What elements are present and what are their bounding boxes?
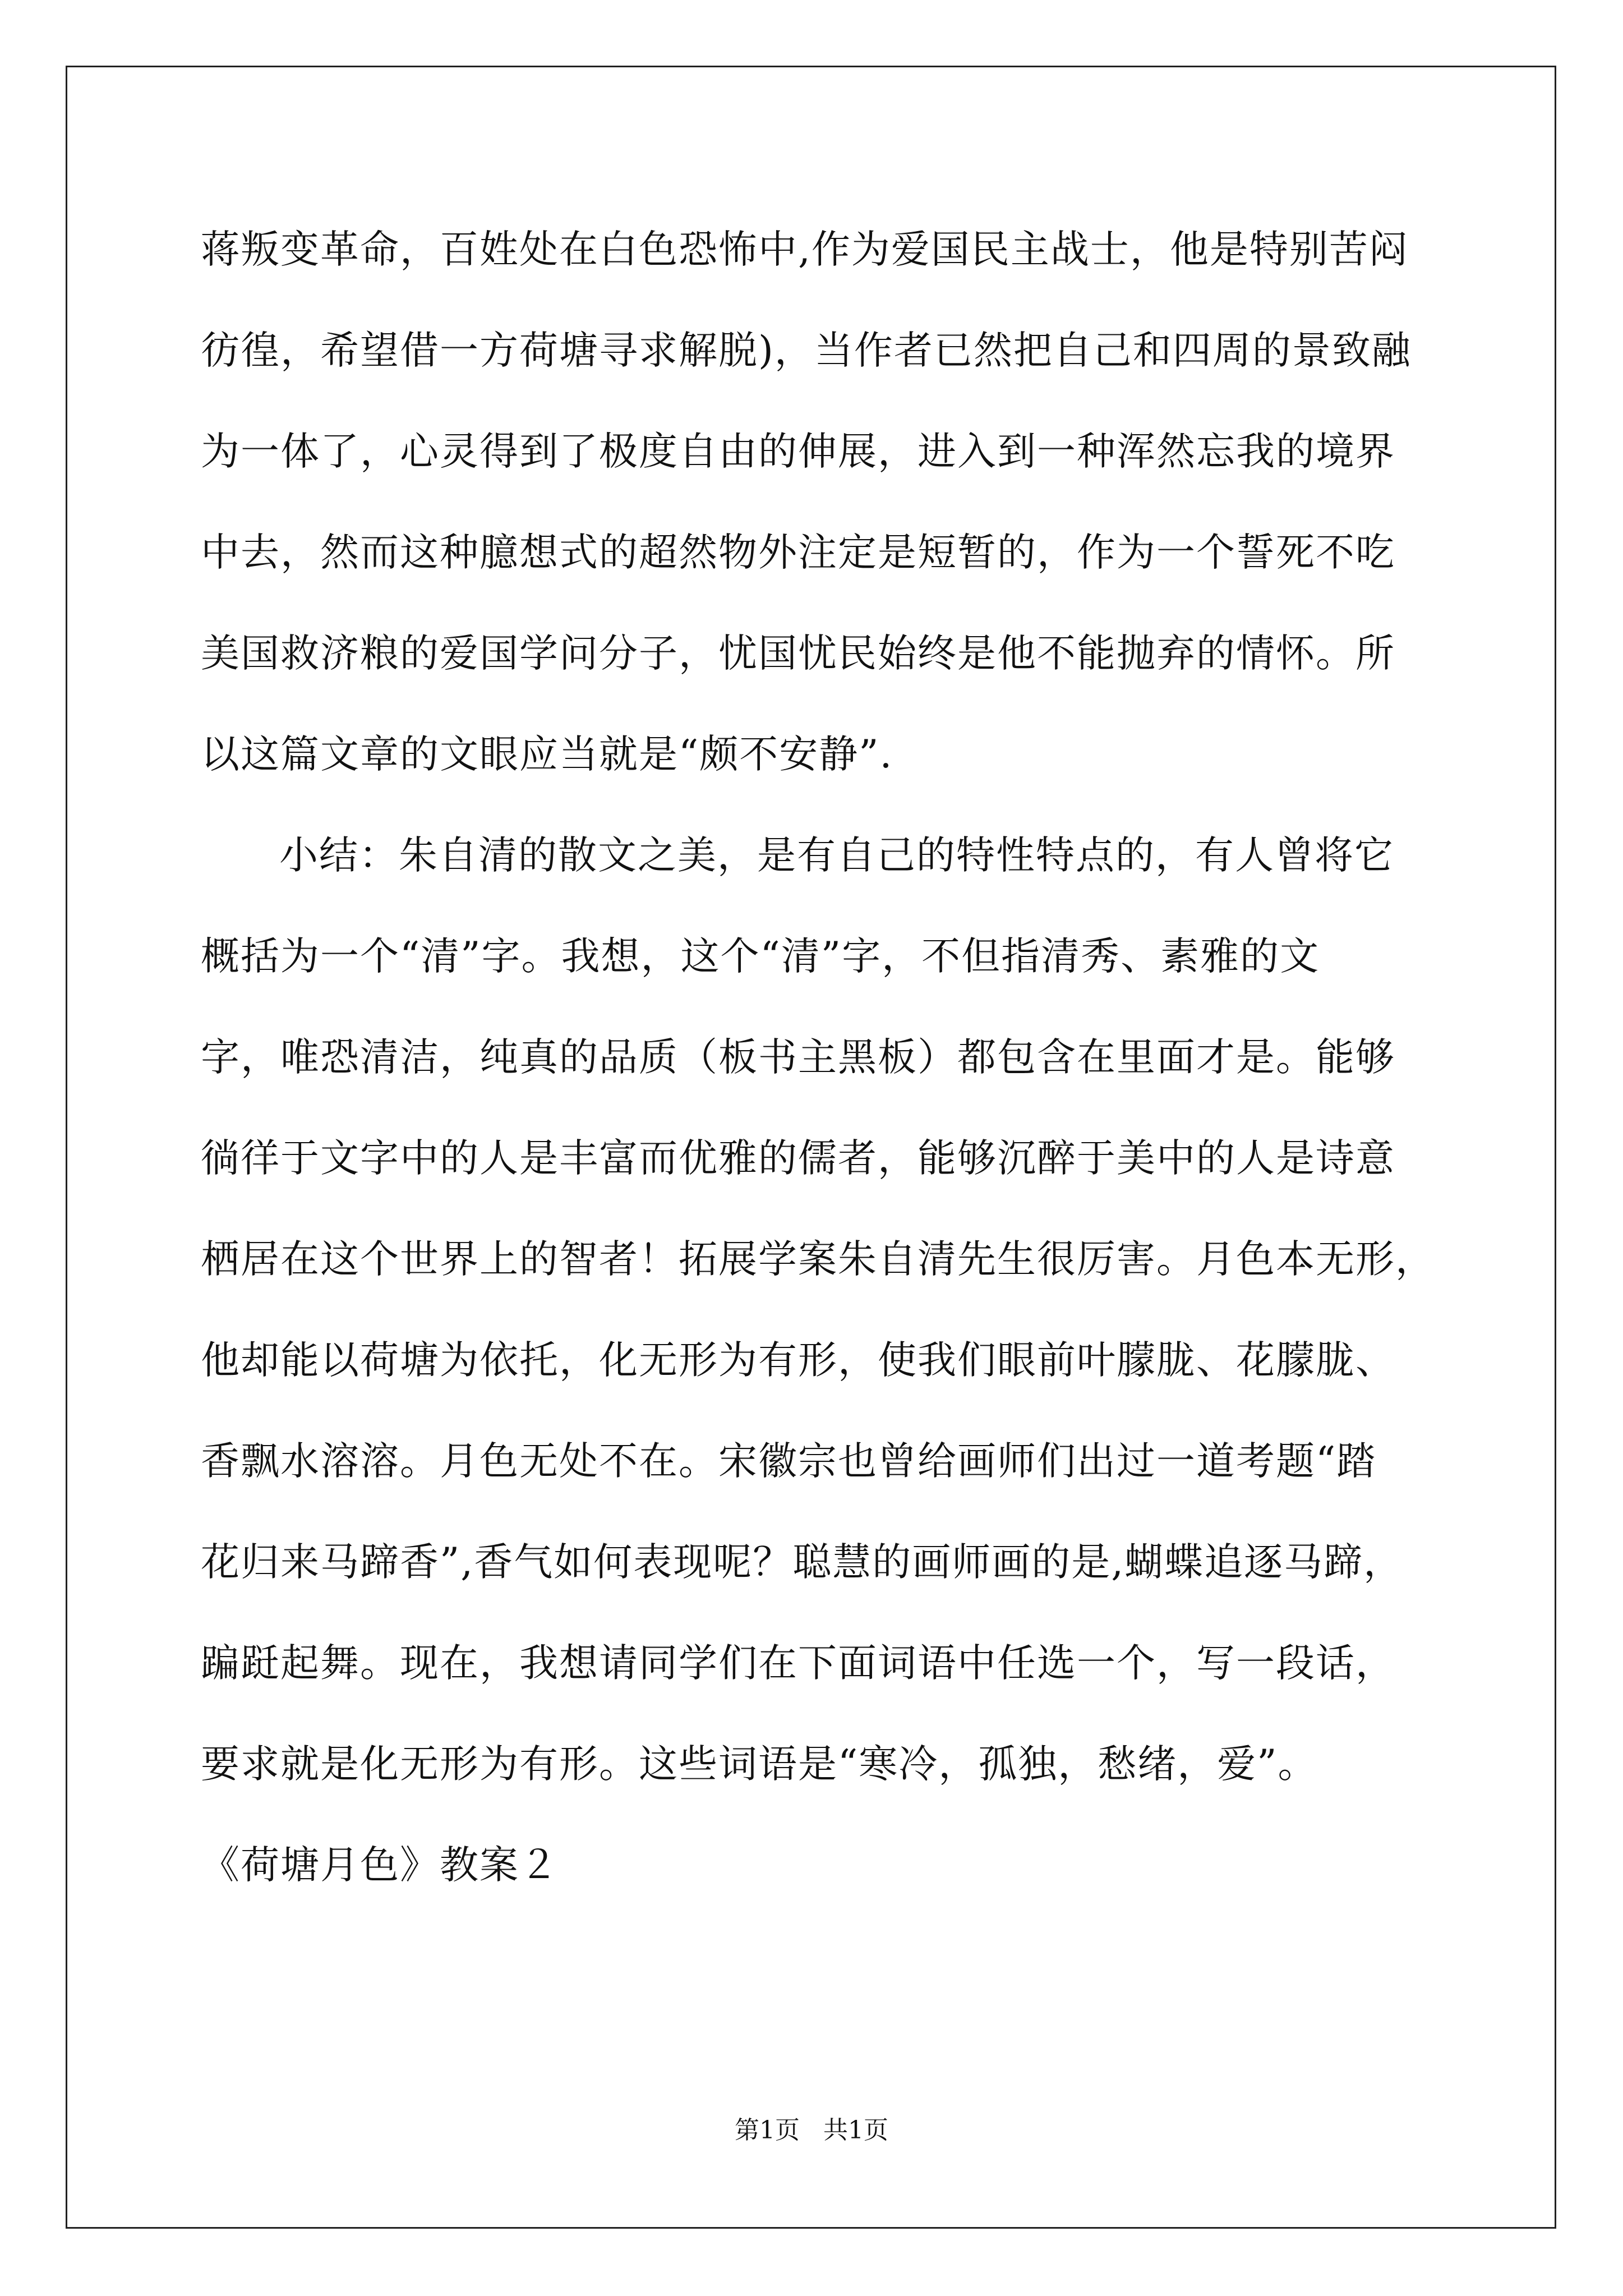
text-line-12: 他却能以荷塘为依托，化无形为有形，使我们眼前叶朦胧、花朦胧、 [201, 1338, 1395, 1383]
text-line-16: 要求就是化无形为有形。这些词语是“寒冷，孤独，愁绪，爱”。 [201, 1742, 1318, 1787]
text-line-14: 花归来马蹄香”,香气如何表现呢？聪慧的画师画的是,蝴蝶追逐马蹄， [201, 1540, 1404, 1585]
text-line-2: 彷徨，希望借一方荷塘寻求解脱)，当作者已然把自己和四周的景致融 [201, 328, 1412, 373]
text-line-1: 蒋叛变革命，百姓处在白色恐怖中,作为爱国民主战士，他是特别苦闷 [201, 227, 1409, 272]
text-line-11: 栖居在这个世界上的智者！拓展学案朱自清先生很厉害。月色本无形， [201, 1237, 1435, 1282]
text-line-13: 香飘水溶溶。月色无处不在。宋徽宗也曾给画师们出过一道考题“踏 [201, 1439, 1377, 1484]
document-body [201, 216, 1435, 1932]
text-line-4: 中去，然而这种臆想式的超然物外注定是短暂的，作为一个誓死不吃 [201, 530, 1395, 575]
text-line-8: 概括为一个“清”字。我想，这个“清”字，不但指清秀、素雅的文 [201, 934, 1320, 979]
text-line-3: 为一体了，心灵得到了极度自由的伸展，进入到一种浑然忘我的境界 [201, 429, 1395, 474]
text-line-5: 美国救济粮的爱国学问分子，忧国忧民始终是他不能抛弃的情怀。所 [201, 631, 1395, 676]
text-line-9: 字，唯恐清洁，纯真的品质（板书主黑板）都包含在里面才是。能够 [201, 1035, 1395, 1080]
text-line-6: 以这篇文章的文眼应当就是“颇不安静”. [201, 732, 893, 777]
text-line-10: 徜徉于文字中的人是丰富而优雅的儒者，能够沉醉于美中的人是诗意 [201, 1136, 1395, 1181]
summary-paragraph-start: 小结：朱自清的散文之美，是有自己的特性特点的，有人曾将它 [279, 833, 1394, 878]
text-line-15: 蹁跹起舞。现在，我想请同学们在下面词语中任选一个，写一段话， [201, 1641, 1395, 1686]
section-heading: 《荷塘月色》教案２ [201, 1843, 559, 1888]
page-number: 第1页 共1页 [735, 2116, 888, 2145]
page-footer [0, 2114, 1623, 2147]
